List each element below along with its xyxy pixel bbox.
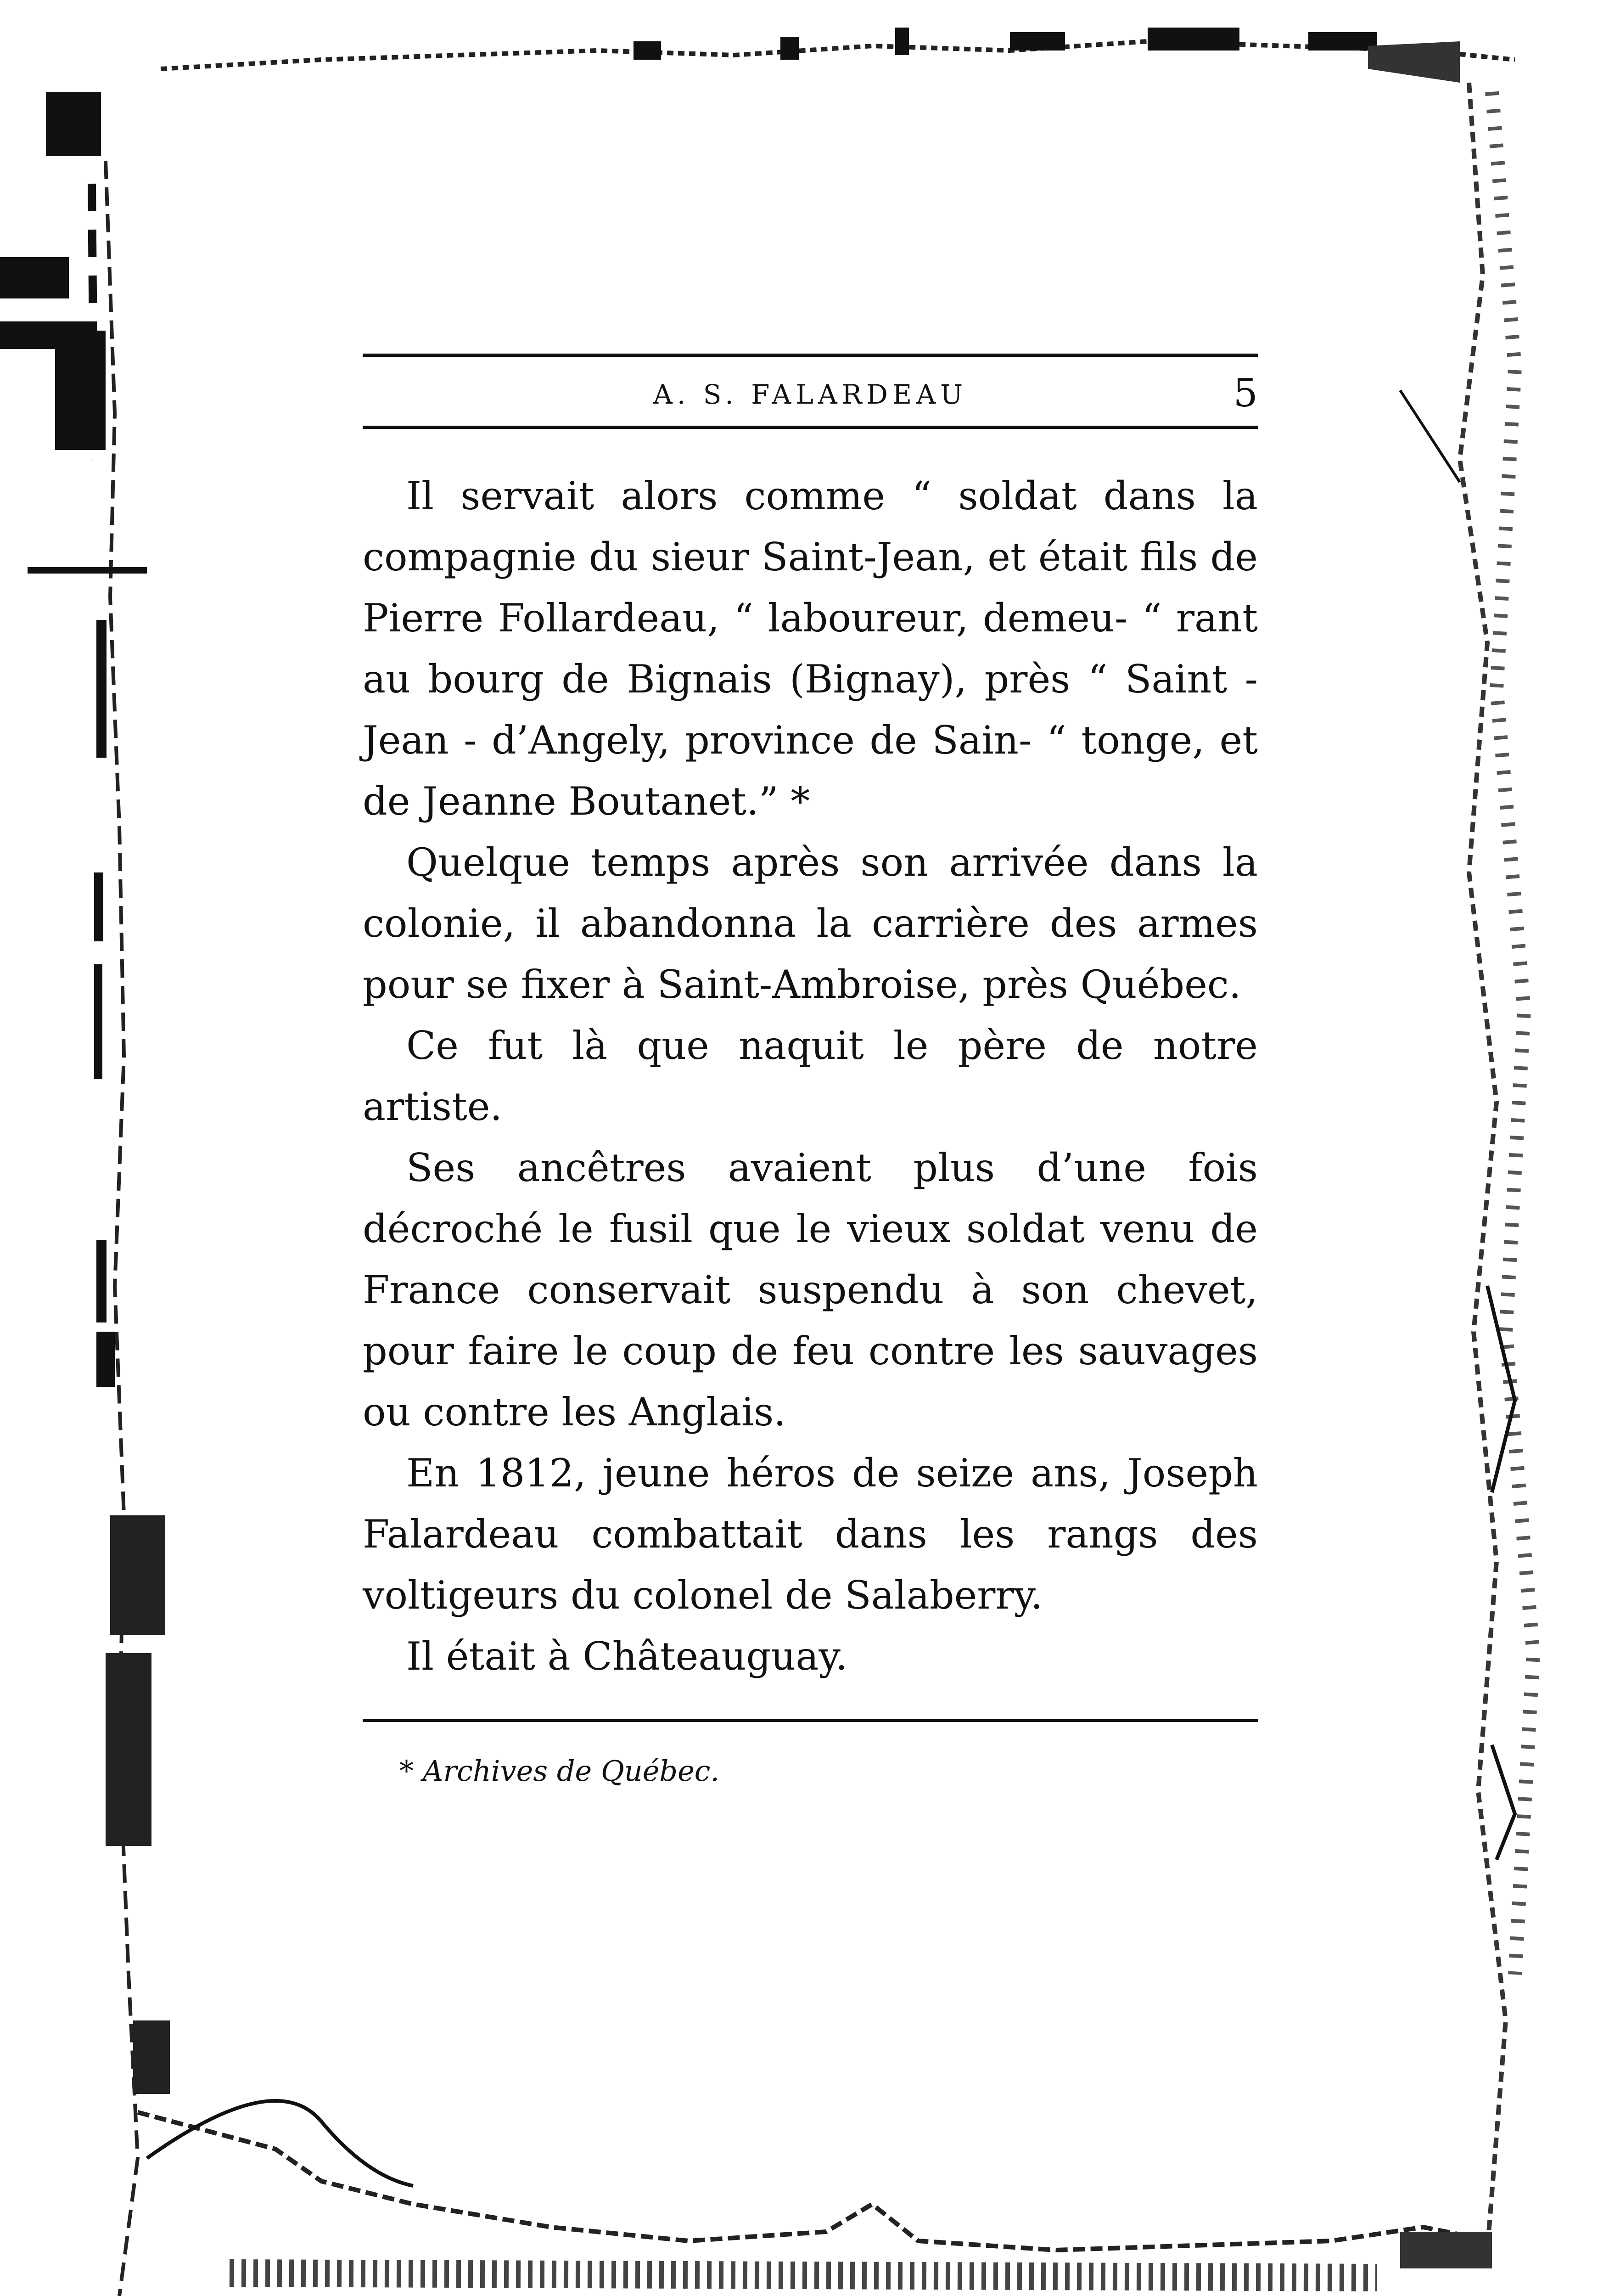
running-header bbox=[363, 357, 1258, 426]
paragraph: Ses ancêtres avaient plus d’une fois décroché le fusil que le vieux soldat venu de France conservait suspendu à son chevet, pour faire le coup de feu contre les sauvages ou contre les Anglais. bbox=[363, 1145, 1258, 1435]
footnote-text: Archives de Québec. bbox=[422, 1754, 720, 1788]
footnote-marker: * bbox=[399, 1754, 414, 1788]
bottom-torn-edge bbox=[138, 2112, 1492, 2250]
running-title: A. S. FALARDEAU bbox=[653, 379, 968, 410]
top-torn-edge bbox=[0, 0, 1609, 106]
page-number: 5 bbox=[1233, 371, 1258, 416]
paragraph: Quelque temps après son arrivée dans la colonie, il abandonna la carrière des armes pour se fixer à Saint-Ambroise, près Québec. bbox=[363, 840, 1258, 1007]
body-text bbox=[363, 466, 1258, 1687]
header-bottom-rule bbox=[363, 426, 1258, 429]
paragraph: En 1812, jeune héros de seize ans, Joseph Falardeau combattait dans les rangs des voltigeurs du colonel de Salaberry. bbox=[363, 1451, 1258, 1618]
footnote bbox=[363, 1754, 1258, 1788]
book-page bbox=[363, 354, 1258, 1788]
paragraph: Il servait alors comme “ soldat dans la compagnie du sieur Saint-Jean, et était fils de Pierre Follardeau, “ laboureur, demeu- “ rant au bourg de Bignais (Bignay), près “ Saint - Jean - d’Angely, province de Sain- “ tonge, et de Jeanne Boutanet.” * bbox=[363, 473, 1258, 824]
footnote-rule bbox=[363, 1719, 1258, 1722]
left-binding-mark bbox=[46, 92, 101, 156]
header-top-rule bbox=[363, 354, 1258, 357]
paragraph: Ce fut là que naquit le père de notre artiste. bbox=[363, 1023, 1258, 1129]
paragraph: Il était à Châteauguay. bbox=[406, 1634, 848, 1679]
